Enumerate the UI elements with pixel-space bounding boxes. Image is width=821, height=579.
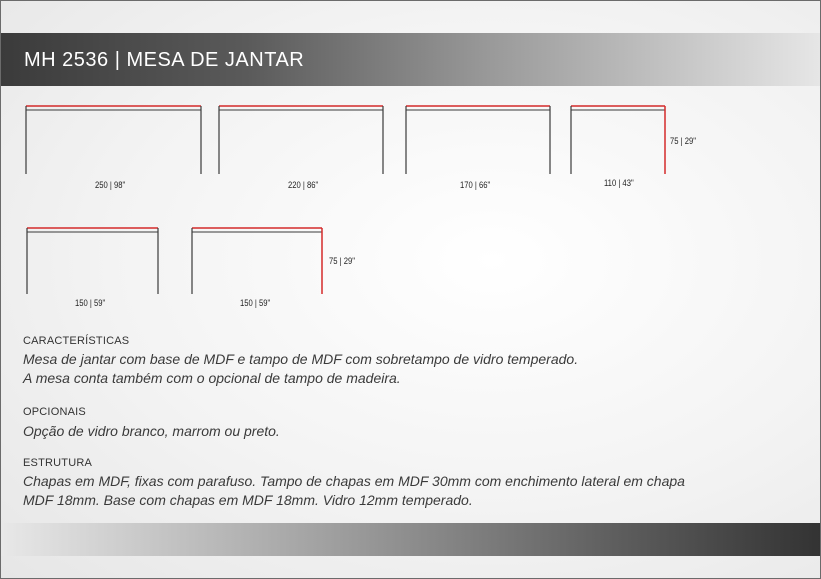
estrutura-heading: ESTRUTURA [23,457,93,469]
width-label: 150 | 59" [75,298,106,308]
table-outline [26,226,160,296]
table-drawing-150a [26,226,160,296]
width-label: 150 | 59" [240,298,271,308]
opcionais-heading: OPCIONAIS [23,406,86,418]
table-drawing-250 [25,104,203,176]
estrutura-line-1: Chapas em MDF, fixas com parafuso. Tampo de chapas em MDF 30mm com enchimento lateral em chapa [23,473,685,489]
table-drawing-220 [218,104,385,176]
width-label: 250 | 98" [95,180,126,190]
table-outline [405,104,552,176]
estrutura-line-2: MDF 18mm. Base com chapas em MDF 18mm. Vidro 12mm temperado. [23,492,473,508]
table-outline [218,104,385,176]
height-label: 75 | 29" [329,256,355,266]
table-outline [25,104,203,176]
height-label: 75 | 29" [670,136,696,146]
table-drawing-110 [570,104,668,176]
page-title: MH 2536 | MESA DE JANTAR [24,49,305,71]
table-drawing-150b [191,226,325,296]
table-outline [570,104,668,176]
width-label: 110 | 43" [604,178,634,188]
caracteristicas-heading: CARACTERÍSTICAS [23,335,130,347]
caracteristicas-line-1: Mesa de jantar com base de MDF e tampo de MDF com sobretampo de vidro temperado. [23,351,579,367]
width-label: 170 | 66" [460,180,491,190]
caracteristicas-line-2: A mesa conta também com o opcional de tampo de madeira. [23,370,401,386]
width-label: 220 | 86" [288,180,319,190]
opcionais-line-1: Opção de vidro branco, marrom ou preto. [23,423,280,439]
table-drawing-170 [405,104,552,176]
footer-band [1,523,820,556]
table-outline [191,226,325,296]
